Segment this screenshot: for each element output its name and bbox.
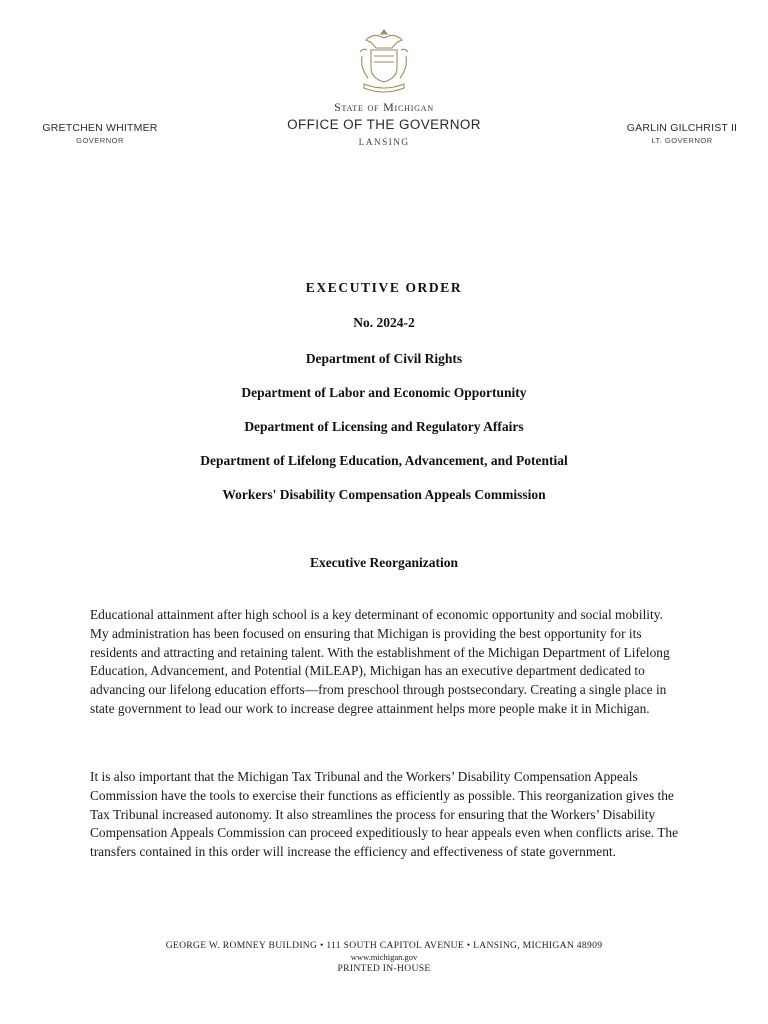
governor-name: GRETCHEN WHITMER bbox=[42, 122, 158, 134]
michigan-seal-icon bbox=[356, 26, 412, 94]
governor-title: GOVERNOR bbox=[76, 136, 124, 145]
footer-website: www.michigan.gov bbox=[350, 952, 418, 962]
lt-governor-name: GARLIN GILCHRIST II bbox=[626, 122, 738, 134]
order-subject: Executive Reorganization bbox=[309, 555, 459, 570]
office-city: LANSING bbox=[358, 138, 410, 148]
lt-governor-title: LT. GOVERNOR bbox=[651, 136, 713, 145]
entity-heading: Department of Lifelong Education, Advancement, and Potential bbox=[200, 453, 568, 468]
letterhead-footer bbox=[90, 940, 678, 975]
entity-heading: Department of Licensing and Regulatory Affairs bbox=[244, 419, 524, 434]
entity-heading: Department of Civil Rights bbox=[305, 351, 463, 366]
governor-block bbox=[30, 122, 170, 146]
office-name: OFFICE OF THE GOVERNOR bbox=[287, 117, 481, 132]
entity-heading: Workers' Disability Compensation Appeals Commission bbox=[222, 487, 546, 502]
entity-heading: Department of Labor and Economic Opportunity bbox=[241, 385, 527, 400]
state-name: State of Michigan bbox=[334, 100, 434, 114]
order-title: EXECUTIVE ORDER bbox=[305, 280, 463, 295]
body-paragraph: It is also important that the Michigan Tax Tribunal and the Workers’ Disability Compensation Appeals Commission have the tools to exercise their functions as efficiently as possible. This reorganization gives the Tax Tribunal increased autonomy. It also streamlines the process for ensuring that the Workers’ Disability Compensation Appeals Commission can proceed expeditiously to hear appeals even when conflicts arise. The transfers contained in this order will increase the efficiency and effectiveness of state government. bbox=[90, 769, 679, 860]
letterhead-office bbox=[234, 100, 534, 149]
body-paragraph: Educational attainment after high school is a key determinant of economic opportunity and social mobility. My administration has been focused on ensuring that Michigan is providing the best opportunity for its residents and attracting and retaining talent. With the establishment of the Michigan Department of Lifelong Education, Advancement, and Potential (MiLEAP), Michigan has an executive department dedicated to advancing our lifelong education efforts—from preschool through postsecondary. Creating a single place in state government to lead our work to increase degree attainment helps more people make it in Michigan. bbox=[90, 607, 670, 716]
footer-printed: PRINTED IN-HOUSE bbox=[337, 963, 431, 974]
lt-governor-block bbox=[608, 122, 756, 146]
footer-address: GEORGE W. ROMNEY BUILDING • 111 SOUTH CAPITOL AVENUE • LANSING, MICHIGAN 48909 bbox=[165, 940, 603, 951]
order-number: No. 2024-2 bbox=[353, 315, 415, 330]
